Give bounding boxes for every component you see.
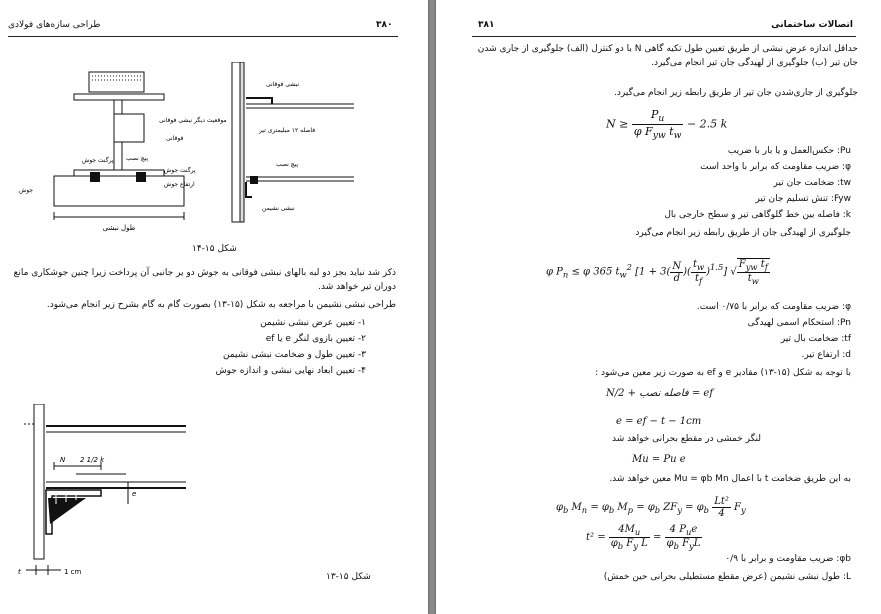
- crippling-title: جلوگیری از لهیدگی جان از طریق رابطه زیر انجام می‌گیرد: [635, 228, 851, 238]
- right-intro: حداقل اندازه عرض نبشی از طریق تعیین طول تکیه گاهی N با دو کنترل (الف) جلوگیری از جاری شدن جان تیر (ب) جلوگیری از لهیدگی جان تیر انجام می‌گیرد.: [477, 44, 858, 68]
- fig1-bolt-weld-label: پرگنت جوش: [82, 157, 114, 164]
- definition-item: Pn: استحکام اسمی لهیدگی: [747, 318, 851, 328]
- fig1-top-plate-label: نبشی فوقانی: [266, 81, 300, 88]
- right-page: [436, 0, 881, 614]
- figure-15-14: [14, 62, 394, 237]
- fig1-angle-height-label: ارتفاع جوش: [164, 181, 195, 188]
- moment-title: لنگر خمشی در مقطع بحرانی خواهد شد: [612, 434, 761, 444]
- figure-15-13-caption: شکل ۱۵-۱۳: [326, 572, 371, 582]
- step-item: ۴- تعیین ابعاد نهایی نبشی و اندازه جوش: [215, 366, 366, 376]
- step-item: ۲- تعیین بازوی لنگر e یا ef: [265, 334, 366, 344]
- fig2-t-label: t: [18, 568, 21, 576]
- step-item: ۱- تعیین عرض نبشی نشیمن: [260, 318, 366, 328]
- fig1-gap-label: فاصله ۱۲ میلیمتری تیر: [259, 127, 316, 134]
- left-page: [0, 0, 428, 614]
- left-paragraph-2: طراحی نبشی نشیمن با مراجعه به شکل (۱۵-۱۳) بصورت گام به گام بشرح زیر انجام می‌شود.: [46, 300, 396, 310]
- thickness-text: به این طریق ضخامت t با اعمال Mu = φb Mn معین خواهد شد.: [609, 474, 851, 484]
- left-header-rule: [8, 36, 398, 37]
- equation-1: N ≥ $\frac{P_u}{\varphi F_{yw} t_w}$ − 2.5 k: [606, 108, 728, 142]
- fig1-seat-angle-label: نبشی نشیمن: [262, 205, 295, 212]
- definition-item: L: طول نبشی نشیمن (عرض مقطع مستطیلی بحرانی حین خمش): [603, 572, 851, 582]
- fig1-bolt-hole-label: پیچ نصب: [126, 155, 149, 162]
- right-header-rule: [472, 36, 856, 37]
- fig1-stiffener-label: موقعیت دیگر نبشی فوقانی: [159, 117, 227, 124]
- definition-item: d: ارتفاع تیر.: [801, 350, 851, 360]
- definition-item: φb: ضریب مقاومت و برابر با ۰/۹: [725, 554, 851, 564]
- left-page-number: ۳۸۰: [376, 20, 393, 30]
- eccentricity-intro: با توجه به شکل (۱۵-۱۳) مقادیر e و ef به صورت زیر معین می‌شود :: [595, 368, 851, 378]
- right-page-number: ۳۸۱: [478, 20, 495, 30]
- equation-3: ef = فاصله نصب + N/2: [606, 388, 714, 399]
- left-page-header-title: طراحی سازه‌های فولادی: [8, 20, 101, 30]
- fig1-install-bolt-label: پیچ نصب: [276, 161, 299, 168]
- figure-15-13: [16, 404, 191, 584]
- equation-7: t² = $\frac{4M_u}{\varphi_b F_y L}$ = $\frac{4 P_ue}{\varphi_b F_yL}$: [586, 524, 701, 551]
- fig2-e-label: e: [132, 490, 137, 498]
- fig2-dim-label: 2 1/2 k: [80, 456, 105, 464]
- definition-item: k: فاصله بین خط گلوگاهی تیر و سطح خارجی بال: [664, 210, 851, 220]
- equation-2: φ $P_n \le \varphi$ 365 $t_w^2$ [1 + 3( $\frac{N}{d}$ )( $\frac{t_w}{t_f}$ )$^{1.5}$] √ $\frac{F_{yw} t_f}{t_w}$: [546, 258, 768, 286]
- left-paragraph-1: ذکر شد نباید بجز دو لبه بالهای نبشی فوقانی به جوش دو یر جانبی آن پرداخت زیرا چنین جوشکاری مانع دوران تیر خواهد شد.: [13, 268, 396, 292]
- fig1-length-label: طول نبشی: [102, 224, 136, 232]
- page-gutter: [428, 0, 436, 614]
- definition-item: Pu: حکس‌العمل و یا بار با ضریب: [727, 146, 851, 156]
- yield-title: جلوگیری از جاری‌شدن جان تیر از طریق رابطه زیر انجام می‌گیرد.: [614, 88, 858, 98]
- right-page-header-title: اتصالات ساختمانی: [771, 20, 853, 30]
- equation-4: e = ef − t − 1cm: [616, 416, 702, 427]
- definition-item: tf: ضخامت بال تیر: [780, 334, 851, 344]
- fig2-n-label: N: [60, 456, 66, 464]
- definition-item: φ: ضریب مقاومت که برابر با واحد است: [700, 162, 851, 172]
- fig2-scale-label: 1 cm: [64, 568, 82, 576]
- step-item: ۳- تعیین طول و ضخامت نبشی نشیمن: [223, 350, 366, 360]
- fig1-top-angle-label: فوقانی: [166, 135, 184, 142]
- definition-item: tw: ضخامت جان تیر: [773, 178, 851, 188]
- fig1-weld-label: جوش: [19, 187, 34, 194]
- definition-item: Fyw: تنش تسلیم جان تیر: [755, 194, 851, 204]
- equation-5: Mu = Pu e: [632, 454, 686, 465]
- fig1-bolt-weld2-label: پرگنت جوش: [164, 167, 196, 174]
- definition-item: φ: ضریب مقاومت که برابر با ۰/۷۵ است.: [696, 302, 851, 312]
- figure-15-14-caption: شکل ۱۵-۱۴: [192, 244, 237, 254]
- equation-6: $\varphi_b$ $M_n = \varphi_b$ $M_p = \varphi_b$ $ZF_y = \varphi_b$ $\frac{\text{Lt²}}{4}$ $F_y$: [556, 496, 746, 519]
